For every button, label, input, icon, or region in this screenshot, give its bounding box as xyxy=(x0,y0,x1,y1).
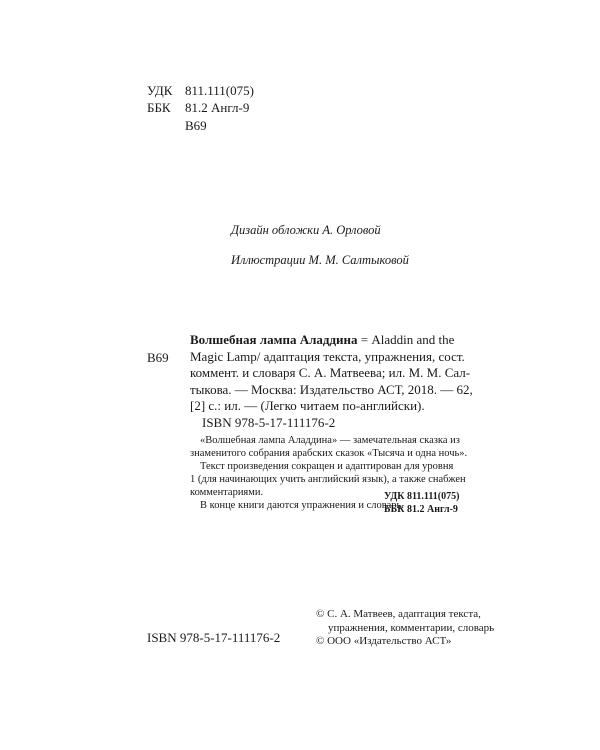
record-line-3: коммент. и словаря С. А. Матвеева; ил. М. М. Сал- xyxy=(190,365,471,380)
udk-value: 811.111(075) xyxy=(185,83,254,98)
bbk-value: 81.2 Англ-9 xyxy=(185,100,250,115)
footer-isbn: ISBN 978-5-17-111176-2 xyxy=(147,630,281,645)
annotation-line-1: «Волшебная лампа Аладдина» — замечательная сказка из xyxy=(200,435,460,446)
illustrations-credit: Иллюстрации М. М. Салтыковой xyxy=(231,253,409,267)
copyright-block xyxy=(316,608,494,649)
annotation-line-6: В конце книги даются упражнения и словарь. xyxy=(200,500,404,511)
record-isbn: ISBN 978-5-17-111176-2 xyxy=(202,414,336,430)
side-author-mark: В69 xyxy=(147,350,169,365)
udk-code xyxy=(147,83,254,99)
copyright-line-1: © С. А. Матвеев, адаптация текста, xyxy=(316,608,481,620)
record-title-translation: = Aladdin and the xyxy=(357,332,455,347)
annotation-line-2: знаменитого собрания арабских сказок «Тысяча и одна ночь». xyxy=(190,448,468,459)
record-line-1 xyxy=(190,332,473,349)
book-title: Волшебная лампа Аладдина xyxy=(190,332,358,347)
record-line-4: тыкова. — Москва: Издательство АСТ, 2018. — 62, xyxy=(190,381,473,397)
annotation-udk: УДК 811.111(075) xyxy=(384,491,460,502)
annotation-line-3: Текст произведения сокращен и адаптирован для уровня xyxy=(200,461,454,472)
copyright-line-3: © ООО «Издательство АСТ» xyxy=(316,635,452,647)
author-mark: В69 xyxy=(185,118,207,133)
udk-label: УДК xyxy=(147,83,173,98)
annotation-codes xyxy=(384,491,459,516)
bbk-label: ББК xyxy=(147,100,171,115)
record-line-2: Magic Lamp/ адаптация текста, упражнения, сост. xyxy=(190,348,465,364)
bibliographic-record xyxy=(190,332,473,431)
annotation-bbk: ББК 81.2 Англ-9 xyxy=(384,503,458,515)
cover-design-credit: Дизайн обложки А. Орловой xyxy=(231,223,381,237)
annotation-line-4: 1 (для начинающих учить английский язык), а также снабжен xyxy=(190,474,466,485)
bbk-code xyxy=(147,100,249,116)
copyright-line-2: упражнения, комментарии, словарь xyxy=(328,621,495,634)
annotation-line-5: комментариями. xyxy=(190,487,264,498)
record-line-5: [2] с.: ил. — (Легко читаем по-английски). xyxy=(190,398,425,413)
